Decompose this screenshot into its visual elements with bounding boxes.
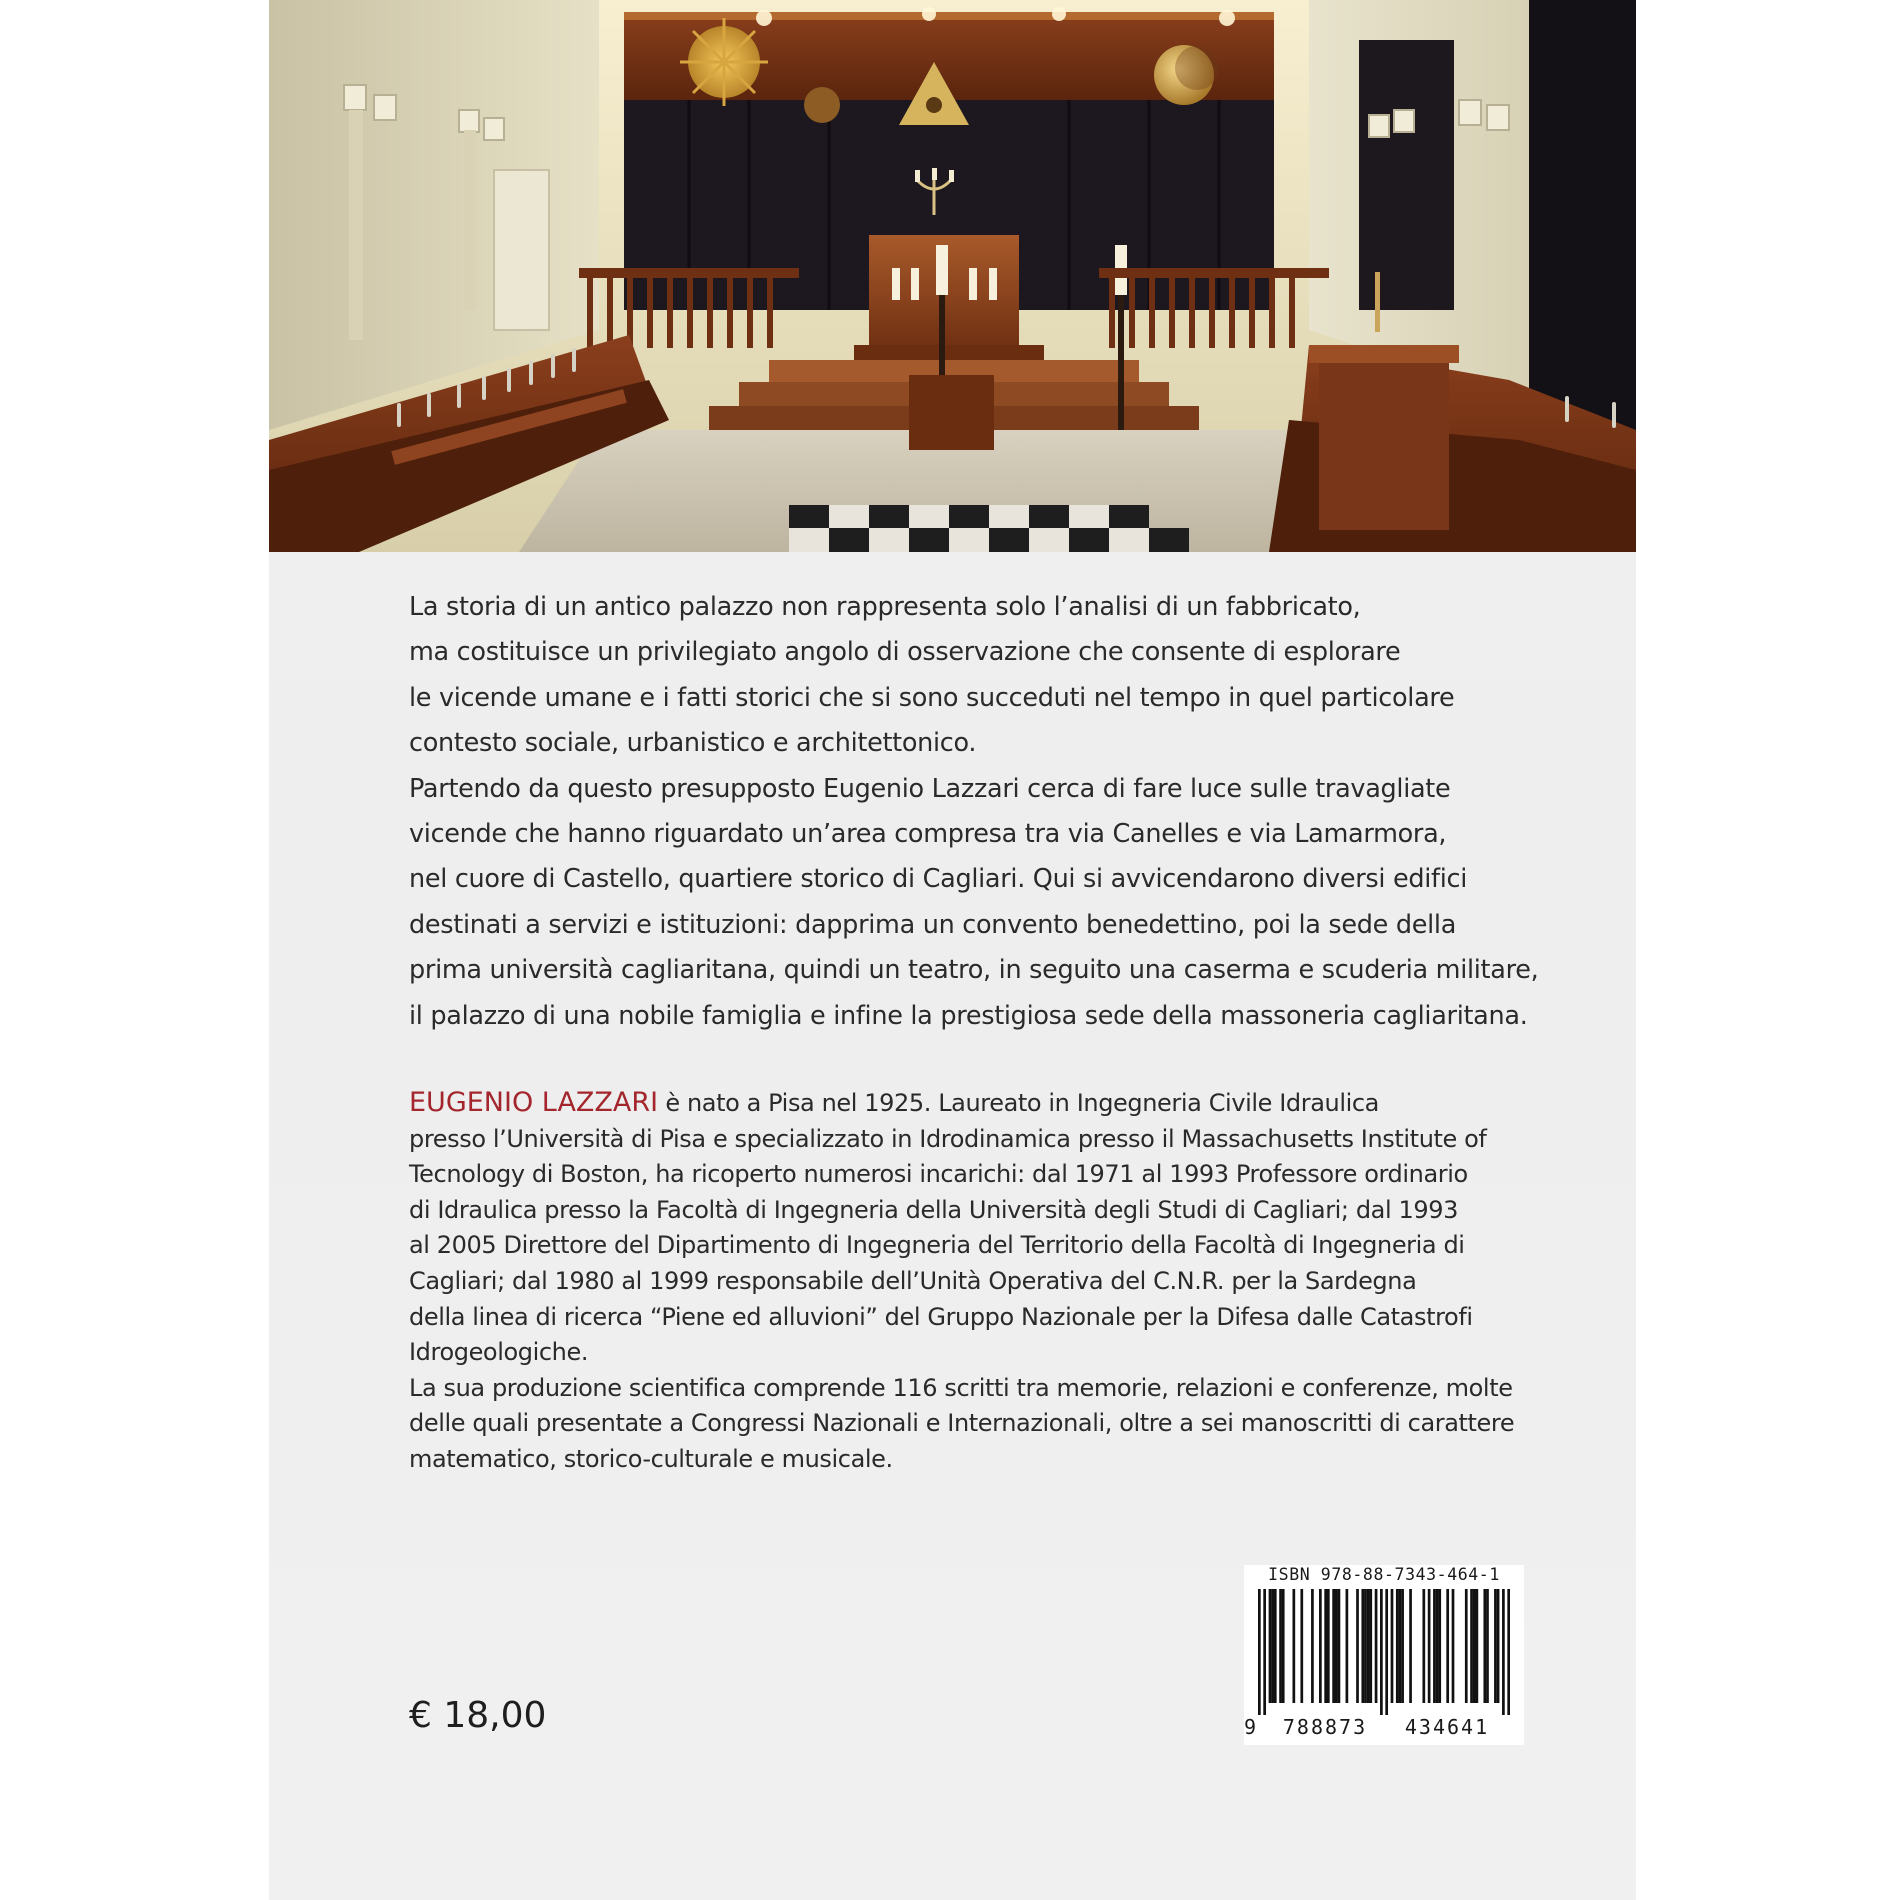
barcode-icon (1258, 1589, 1510, 1715)
barcode-bar (1258, 1589, 1261, 1715)
barcode-bar (1327, 1589, 1330, 1703)
barcode-bar (1324, 1589, 1327, 1703)
barcode-bar (1391, 1589, 1394, 1703)
synopsis-line: il palazzo di una nobile famiglia e infine la prestigiosa sede della massoneria cagliaritana. (409, 1000, 1528, 1031)
barcode-bar (1300, 1589, 1303, 1703)
author-bio-intro: è nato a Pisa nel 1925. Laureato in Ingegneria Civile Idraulica (658, 1089, 1379, 1117)
barcode-bar (1399, 1589, 1402, 1703)
author-bio-line: della linea di ricerca “Piene ed alluvioni” del Gruppo Nazionale per la Difesa dalle Catastrofi (409, 1302, 1473, 1331)
barcode-bar (1319, 1589, 1322, 1703)
barcode-bar (1279, 1589, 1282, 1703)
temple-interior-illustration (269, 0, 1636, 552)
ean-left-digits: 788873 (1282, 1715, 1368, 1739)
price-label: € 18,00 (409, 1695, 547, 1736)
barcode-bar (1380, 1589, 1383, 1715)
barcode-bar (1494, 1589, 1497, 1703)
author-bio-line: presso l’Università di Pisa e specializzato in Idrodinamica presso il Massachusetts Institute of (409, 1124, 1487, 1153)
barcode-bar (1367, 1589, 1370, 1703)
book-back-cover (269, 0, 1636, 1900)
barcode-bar (1385, 1589, 1388, 1715)
barcode-bar (1422, 1589, 1425, 1703)
barcode-bar (1332, 1589, 1335, 1703)
author-bio-line: delle quali presentate a Congressi Nazionali e Internazionali, oltre a sei manoscritti di carattere (409, 1409, 1515, 1438)
barcode-bar (1470, 1589, 1473, 1703)
author-bio-line: matematico, storico-culturale e musicale. (409, 1444, 893, 1473)
barcode-bar (1263, 1589, 1266, 1715)
author-bio-line: Cagliari; dal 1980 al 1999 responsabile dell’Unità Operativa del C.N.R. per la Sardegna (409, 1266, 1417, 1295)
barcode-bar (1375, 1589, 1378, 1703)
barcode-bar (1436, 1589, 1439, 1703)
barcode-bar (1452, 1589, 1455, 1703)
barcode-bar (1346, 1589, 1349, 1703)
synopsis-line: contesto sociale, urbanistico e architettonico. (409, 728, 977, 759)
author-bio (409, 1085, 1549, 1478)
barcode-bar (1292, 1589, 1295, 1703)
barcode-bar (1476, 1589, 1479, 1703)
barcode-bar (1433, 1589, 1436, 1703)
synopsis-line: prima università cagliaritana, quindi un teatro, in seguito una caserma e scuderia militare, (409, 955, 1539, 986)
synopsis-line: La storia di un antico palazzo non rappresenta solo l’analisi di un fabbricato, (409, 592, 1361, 622)
ean-first-digit: 9 (1244, 1715, 1257, 1739)
synopsis-line: nel cuore di Castello, quartiere storico di Cagliari. Qui si avvicendarono diversi edifici (409, 864, 1468, 895)
author-bio-line: Tecnology di Boston, ha ricoperto numerosi incarichi: dal 1971 al 1993 Professore ordinario (409, 1160, 1468, 1189)
isbn-barcode-block (1244, 1565, 1524, 1745)
barcode-bar (1465, 1589, 1468, 1703)
barcode-bar (1438, 1589, 1441, 1703)
barcode-bar (1364, 1589, 1367, 1703)
barcode-bar (1507, 1589, 1510, 1715)
barcode-bar (1409, 1589, 1412, 1703)
barcode-bar (1446, 1589, 1449, 1703)
barcode-bar (1486, 1589, 1489, 1703)
barcode-bar (1338, 1589, 1341, 1703)
barcode-bar (1282, 1589, 1285, 1703)
synopsis-line: vicende che hanno riguardato un’area compresa tra via Canelles e via Lamarmora, (409, 819, 1447, 850)
barcode-bar (1269, 1589, 1272, 1703)
synopsis-line: le vicende umane e i fatti storici che si sono succeduti nel tempo in quel particolare (409, 682, 1455, 713)
barcode-bar (1311, 1589, 1314, 1703)
barcode-bar (1361, 1589, 1364, 1703)
barcode-bar (1335, 1589, 1338, 1703)
barcode-bar (1497, 1589, 1500, 1703)
author-bio-line: Idrogeologiche. (409, 1338, 589, 1367)
synopsis-line: destinati a servizi e istituzioni: dapprima un convento benedettino, poi la sede della (409, 909, 1457, 940)
ean-right-digits: 434641 (1404, 1715, 1490, 1739)
barcode-bar (1396, 1589, 1399, 1703)
author-bio-first-line (409, 1085, 1549, 1122)
isbn-label: ISBN 978-88-7343-464-1 (1268, 1565, 1500, 1584)
barcode-bar (1356, 1589, 1359, 1703)
synopsis-line: Partendo da questo presupposto Eugenio Lazzari cerca di fare luce sulle travagliate (409, 773, 1451, 804)
synopsis-text (409, 585, 1549, 1039)
barcode-bar (1271, 1589, 1274, 1703)
barcode-bar (1274, 1589, 1277, 1703)
author-bio-line: La sua produzione scientifica comprende 116 scritti tra memorie, relazioni e conferenze, molte (409, 1373, 1513, 1402)
barcode-bar (1401, 1589, 1404, 1703)
barcode-bar (1502, 1589, 1505, 1715)
cover-photo-temple-interior (269, 0, 1636, 552)
barcode-bar (1428, 1589, 1431, 1703)
barcode-bar (1483, 1589, 1486, 1703)
author-bio-line: di Idraulica presso la Facoltà di Ingegneria della Università degli Studi di Cagliari; dal 1993 (409, 1195, 1458, 1224)
barcode-bar (1369, 1589, 1372, 1703)
synopsis-line: ma costituisce un privilegiato angolo di osservazione che consente di esplorare (409, 637, 1401, 668)
barcode-bar (1473, 1589, 1476, 1703)
author-bio-line: al 2005 Direttore del Dipartimento di Ingegneria del Territorio della Facoltà di Ingegneria di (409, 1231, 1465, 1260)
author-name: EUGENIO LAZZARI (409, 1087, 659, 1118)
ean-digits (1244, 1715, 1524, 1739)
